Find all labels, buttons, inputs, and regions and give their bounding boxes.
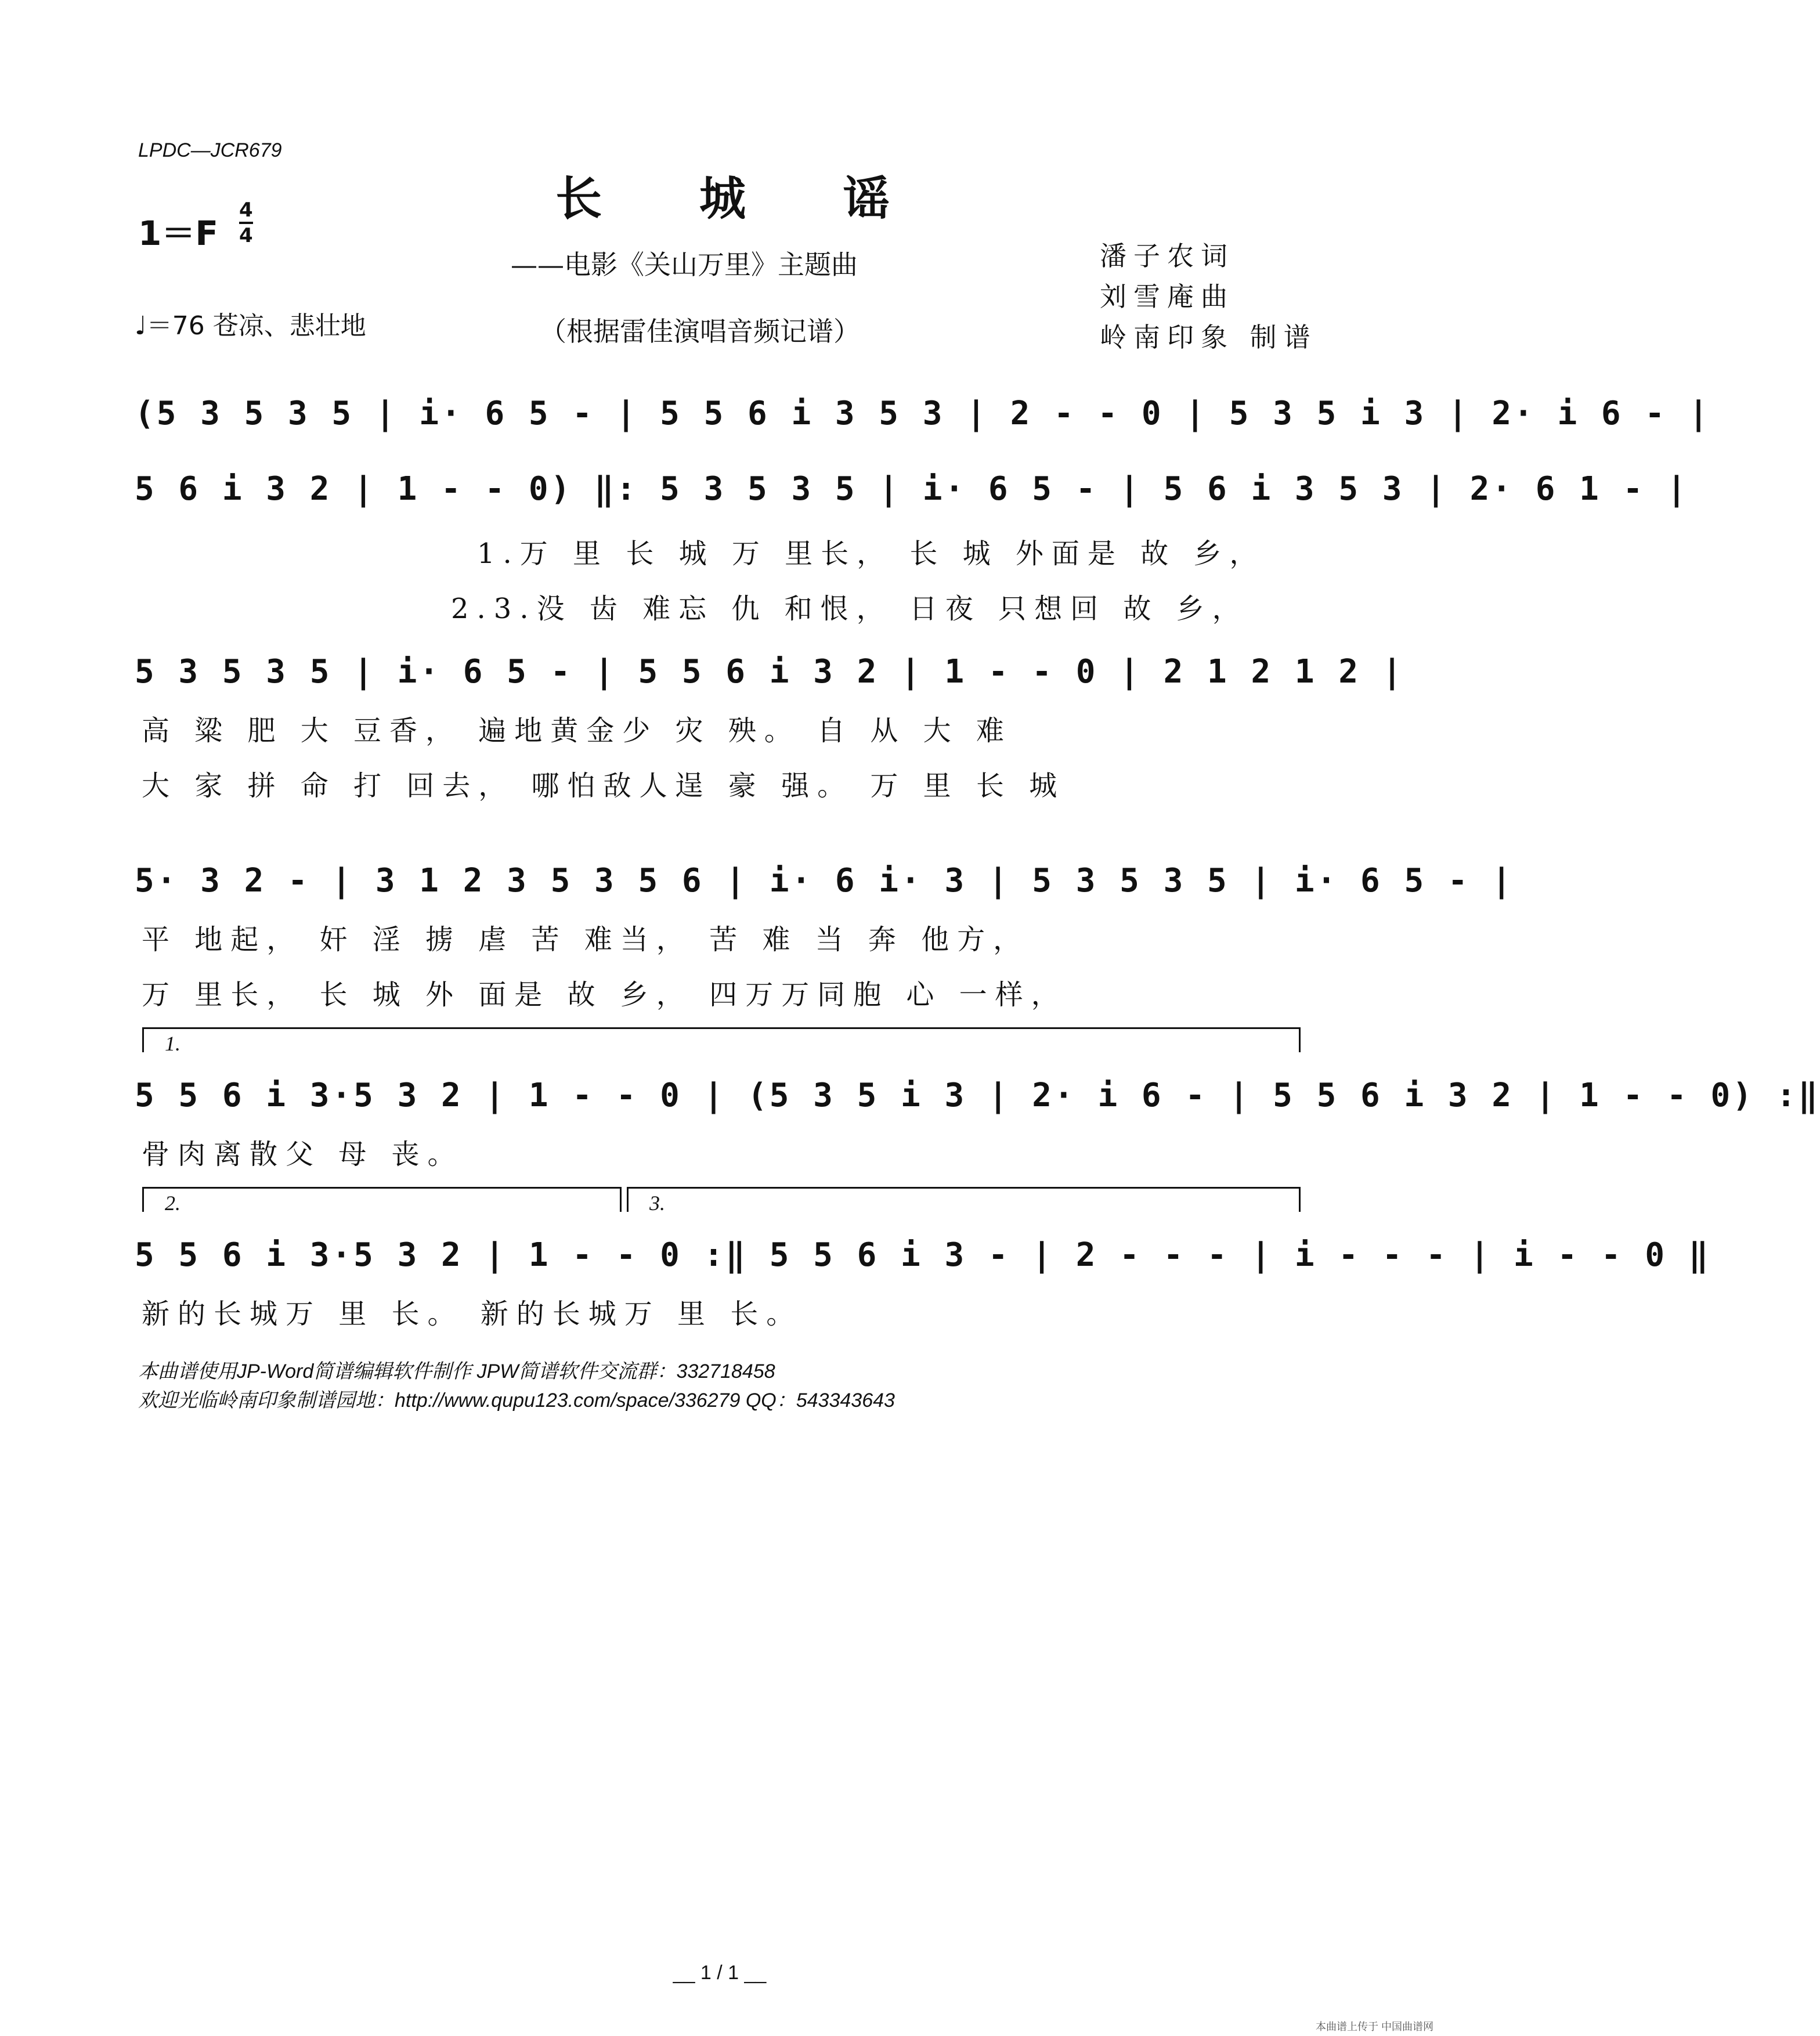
staff-row-6 (135, 1236, 1711, 1330)
lyric-verse-1: 1.万 里 长 城 万 里长， 长 城 外面是 故 乡， (477, 537, 1266, 570)
arranger-credit: 岭南印象 制谱 (1100, 322, 1317, 353)
second-ending-label: 2. (165, 1192, 180, 1215)
key-signature: 1＝F (138, 214, 218, 253)
upload-stamp: 本曲谱上传于 中国曲谱网 (1316, 2021, 1433, 2033)
song-subtitle: ——电影《关山万里》主题曲 (511, 249, 858, 280)
time-top: 4 (239, 198, 253, 222)
lyric-verse-2: 2.3.没 齿 难忘 仇 和恨， 日夜 只想回 故 乡， (451, 593, 1248, 625)
staff-row-4 (135, 862, 1514, 1011)
staff-row-2 (135, 470, 1689, 625)
transcription-note: （根据雷佳演唱音频记谱） (540, 316, 860, 347)
song-title: 长 城 谣 (555, 171, 930, 226)
second-ending-bracket (142, 1187, 622, 1215)
composer-credit: 刘雪庵曲 (1100, 281, 1234, 312)
lyricist-credit: 潘子农词 (1100, 240, 1234, 272)
footer-website-line: 欢迎光临岭南印象制谱园地：http://www.qupu123.com/space/336279 QQ：543343643 (138, 1389, 895, 1412)
page-number: __ 1 / 1 __ (673, 1962, 767, 1984)
notation-line: 5 5 6 i 3·5 3 2 | 1 - - 0 | (5 3 5 i 3 | 2· i 6 - | 5 5 6 i 3 2 | 1 - - 0) :‖ (135, 1077, 1820, 1114)
footer-software-line: 本曲谱使用JP-Word简谱编辑软件制作 JPW简谱软件交流群：332718458 (138, 1360, 775, 1382)
time-signature (239, 200, 253, 246)
staff-row-5 (135, 1077, 1820, 1171)
lyric-verse-1: 新的长城万 里 长。 新的长城万 里 长。 (142, 1298, 803, 1330)
notation-line: (5 3 5 3 5 | i· 6 5 - | 5 5 6 i 3 5 3 | 2 - - 0 | 5 3 5 i 3 | 2· i 6 - | (135, 395, 1711, 432)
first-ending-label: 1. (165, 1032, 180, 1055)
third-ending-label: 3. (649, 1192, 665, 1215)
staff-row-1 (135, 395, 1711, 432)
lyric-verse-1: 高 粱 肥 大 豆香， 遍地黄金少 灾 殃。 自 从 大 难 (142, 714, 1012, 747)
notation-line: 5 5 6 i 3·5 3 2 | 1 - - 0 :‖ 5 5 6 i 3 - | 2 - - - | i - - - | i - - 0 ‖ (135, 1236, 1711, 1274)
notation-line: 5· 3 2 - | 3 1 2 3 5 3 5 6 | i· 6 i· 3 | 5 3 5 3 5 | i· 6 5 - | (135, 862, 1514, 900)
lyric-verse-2: 大 家 拼 命 打 回去， 哪怕敌人逞 豪 强。 万 里 长 城 (142, 770, 1066, 802)
notation-line: 5 6 i 3 2 | 1 - - 0) ‖: 5 3 5 3 5 | i· 6 5 - | 5 6 i 3 5 3 | 2· 6 1 - | (135, 470, 1689, 508)
lyric-verse-1: 平 地起， 奸 淫 掳 虐 苦 难当， 苦 难 当 奔 他方， (142, 923, 1030, 956)
staff-row-3 (135, 653, 1404, 802)
first-ending-bracket (142, 1027, 1301, 1055)
third-ending-bracket (627, 1187, 1301, 1215)
lyric-verse-2: 万 里长， 长 城 外 面是 故 乡， 四万万同胞 心 一样， (142, 979, 1067, 1011)
time-bottom: 4 (239, 224, 253, 247)
score-code: LPDC—JCR679 (138, 139, 282, 161)
lyric-verse-1: 骨肉离散父 母 丧。 (142, 1138, 464, 1171)
notation-line: 5 3 5 3 5 | i· 6 5 - | 5 5 6 i 3 2 | 1 - - 0 | 2 1 2 1 2 | (135, 653, 1404, 691)
tempo-marking: ♩＝76 苍凉、悲壮地 (135, 311, 366, 341)
